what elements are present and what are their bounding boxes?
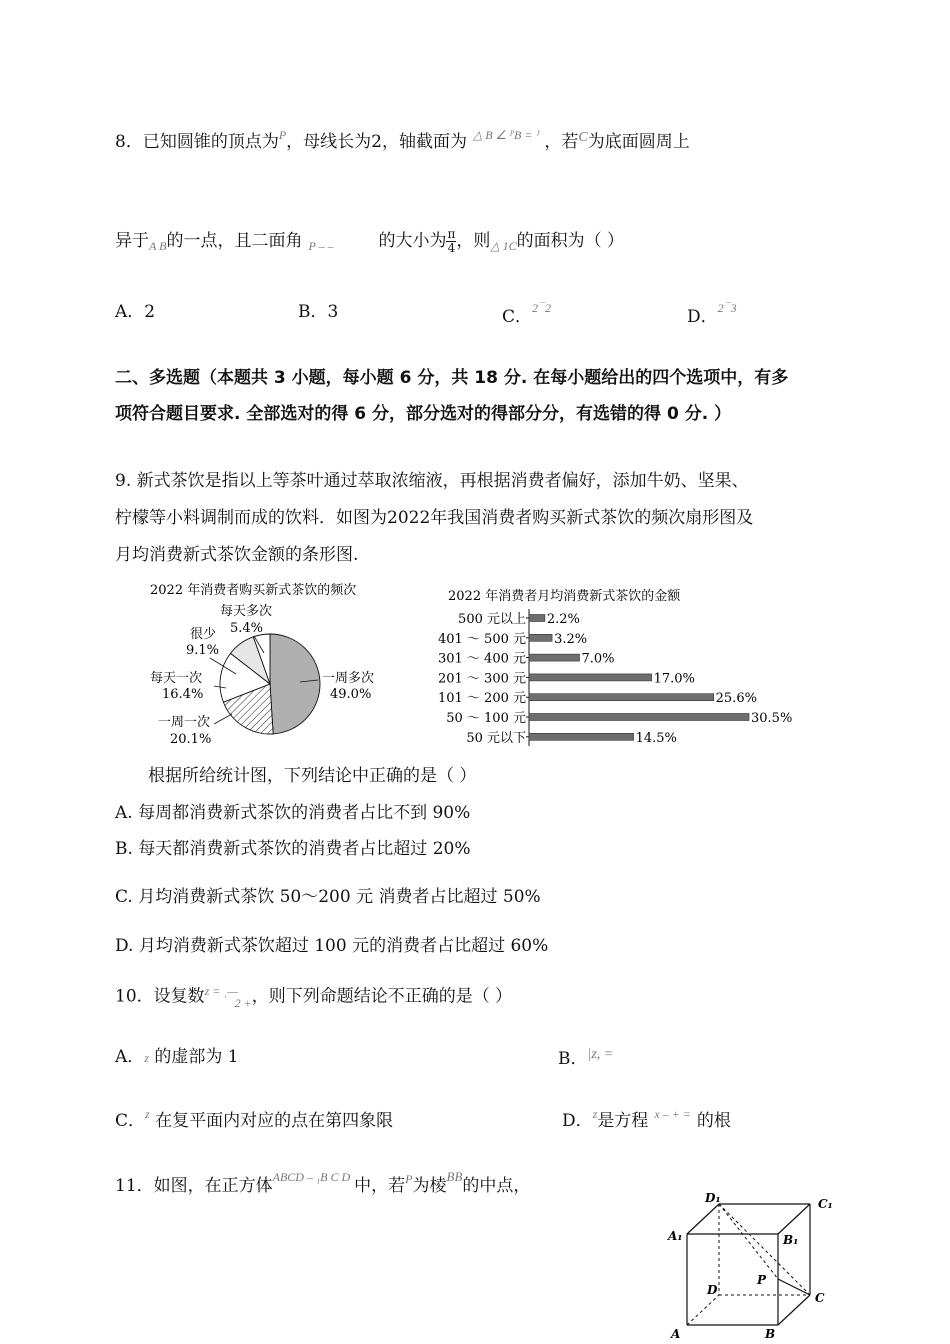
option-label: D． bbox=[687, 307, 718, 327]
q8-text: 的大小为 bbox=[378, 231, 447, 252]
pie-value-很少: 9.1% bbox=[186, 643, 220, 658]
q8-option-d[interactable] bbox=[687, 301, 737, 328]
q10-text: ，则下列命题结论不正确的是（ ） bbox=[251, 986, 513, 1007]
cube-hidden-edges bbox=[687, 1204, 810, 1325]
math-symbol: z bbox=[592, 1107, 598, 1121]
pie-title: 2022 年消费者购买新式茶饮的频次 bbox=[150, 583, 357, 598]
bar-category-label: 50 ～ 100 元 bbox=[446, 711, 526, 726]
option-text: 的虚部为 1 bbox=[154, 1047, 239, 1067]
q10-option-a[interactable] bbox=[115, 1046, 239, 1068]
bar bbox=[529, 694, 714, 701]
bar-category-label: 401 ～ 500 元 bbox=[437, 631, 526, 647]
q10-option-b[interactable] bbox=[558, 1046, 613, 1070]
q11-stem bbox=[115, 1169, 530, 1197]
pie-label-一周一次: 一周一次 bbox=[158, 715, 211, 730]
bar-category-label: 201 ～ 300 元 bbox=[437, 671, 526, 687]
label-C: C bbox=[815, 1291, 825, 1305]
bar-category-label: 500 元以上 bbox=[458, 612, 526, 627]
q8-text: 8．已知圆锥的顶点为 bbox=[115, 132, 279, 152]
math-symbol: BB bbox=[446, 1169, 463, 1184]
q11-text: 为棱 bbox=[412, 1176, 447, 1196]
math-symbol: P bbox=[405, 1172, 413, 1186]
q11-text: 中，若 bbox=[354, 1176, 406, 1196]
q8-text: 的一点，且二面角 bbox=[166, 231, 303, 252]
math-symbol: ABCD – ₁B C D bbox=[272, 1170, 351, 1184]
math-symbol: x – + = bbox=[654, 1107, 691, 1121]
option-label: C． bbox=[502, 307, 533, 327]
q8-text: ，母线长为2，轴截面为 bbox=[286, 132, 467, 152]
math-symbol: △ B ∠ ᴾB = ⁾ bbox=[473, 128, 539, 142]
bar bbox=[529, 733, 634, 740]
q8-text: 异于 bbox=[115, 231, 149, 252]
q11-text: 11．如图，在正方体 bbox=[115, 1176, 273, 1196]
q9-stem-line1: 9. 新式茶饮是指以上等茶叶通过萃取浓缩液，再根据消费者偏好，添加牛奶、坚果、 bbox=[115, 471, 749, 491]
q8-line2 bbox=[115, 228, 624, 255]
pie-chart bbox=[140, 578, 410, 750]
bar-value-label: 3.2% bbox=[554, 631, 588, 647]
q10-option-d[interactable] bbox=[562, 1107, 731, 1132]
q10-stem bbox=[115, 985, 512, 1009]
math-symbol: A B bbox=[149, 239, 167, 254]
option-label: D． bbox=[562, 1111, 593, 1131]
edge-B1C1 bbox=[778, 1204, 810, 1234]
option-label: B．3 bbox=[298, 302, 339, 322]
label-D1: D₁ bbox=[705, 1191, 721, 1205]
bar-value-label: 25.6% bbox=[715, 691, 757, 707]
label-A1: A₁ bbox=[668, 1229, 683, 1243]
option-text: 的根 bbox=[696, 1111, 731, 1131]
bar-value-label: 17.0% bbox=[653, 671, 695, 687]
q9-prompt: 根据所给统计图，下列结论中正确的是（ ） bbox=[148, 766, 477, 786]
q8-text: 为底面圆周上 bbox=[587, 132, 690, 152]
bar-category-label: 101 ～ 200 元 bbox=[437, 691, 526, 707]
bar bbox=[529, 634, 552, 641]
fraction-pi-over-4 bbox=[446, 228, 456, 255]
math-symbol: C bbox=[578, 130, 588, 145]
bar bbox=[529, 615, 545, 622]
option-label: A．2 bbox=[115, 302, 156, 322]
q9-stem-line3: 月均消费新式茶饮金额的条形图. bbox=[115, 545, 359, 565]
math-symbol: 2 + bbox=[234, 996, 252, 1010]
math-symbol: z = ˌ— bbox=[204, 984, 239, 998]
q9-option-c[interactable]: C. 月均消费新式茶饮 50～200 元 消费者占比超过 50% bbox=[115, 887, 541, 907]
label-P: P bbox=[757, 1273, 767, 1287]
q10-text: 10．设复数 bbox=[115, 986, 205, 1007]
bar bbox=[529, 714, 749, 721]
option-text: 在复平面内对应的点在第四象限 bbox=[155, 1111, 394, 1131]
pie-slices bbox=[220, 634, 320, 734]
math-symbol: z bbox=[144, 1051, 149, 1065]
q8-option-b[interactable] bbox=[298, 301, 338, 323]
fraction-denominator: 4 bbox=[447, 241, 456, 256]
bar-chart-title: 2022 年消费者月均消费新式茶饮的金额 bbox=[448, 589, 681, 604]
section-heading-line1: 二、多选题（本题共 3 小题，每小题 6 分，共 18 分. 在每小题给出的四个选项中，有多 bbox=[115, 368, 789, 388]
fraction-numerator: π bbox=[447, 227, 456, 241]
pie-value-一周多次: 49.0% bbox=[330, 687, 372, 702]
q9-stem-line2: 柠檬等小料调制而成的饮料．如图为2022年我国消费者购买新式茶饮的频次扇形图及 bbox=[115, 508, 754, 528]
math-symbol: △ 1C bbox=[490, 239, 517, 254]
q10-option-c[interactable] bbox=[115, 1107, 393, 1132]
option-label: B． bbox=[558, 1049, 588, 1069]
pie-value-一周一次: 20.1% bbox=[170, 732, 212, 747]
segment-PC bbox=[778, 1279, 810, 1295]
bar-category-label: 50 元以下 bbox=[466, 730, 526, 746]
pie-label-很少: 很少 bbox=[190, 627, 217, 642]
edge-BC bbox=[778, 1295, 810, 1325]
cube-figure bbox=[665, 1188, 840, 1342]
pie-value-每天一次: 16.4% bbox=[162, 687, 204, 702]
bar-value-label: 7.0% bbox=[581, 651, 615, 667]
label-B1: B₁ bbox=[783, 1233, 799, 1247]
q8-text: ，则 bbox=[456, 231, 491, 252]
q9-option-a[interactable]: A. 每周都消费新式茶饮的消费者占比不到 90% bbox=[115, 803, 471, 823]
segment-D1P bbox=[719, 1204, 778, 1279]
q8-text: 的面积为（ ） bbox=[516, 231, 624, 252]
bar-value-label: 14.5% bbox=[635, 730, 677, 746]
bar-value-label: 2.2% bbox=[546, 612, 580, 627]
option-label: A． bbox=[115, 1047, 145, 1067]
pie-label-每天一次: 每天一次 bbox=[150, 671, 203, 686]
edge-AD bbox=[687, 1295, 719, 1325]
bar-group bbox=[438, 612, 792, 746]
q8-option-c[interactable] bbox=[502, 301, 551, 328]
cube-edges bbox=[687, 1204, 810, 1325]
bar-value-label: 30.5% bbox=[751, 711, 793, 726]
section-heading-line2: 项符合题目要求. 全部选对的得 6 分，部分选对的得部分分，有选错的得 0 分. ） bbox=[115, 404, 732, 424]
label-D: D bbox=[707, 1283, 718, 1297]
q9-option-d[interactable]: D. 月均消费新式茶饮超过 100 元的消费者占比超过 60% bbox=[115, 936, 549, 956]
pie-label-每天多次: 每天多次 bbox=[220, 604, 273, 619]
math-symbol: z bbox=[145, 1107, 150, 1121]
pie-value-每天多次: 5.4% bbox=[230, 621, 264, 636]
label-C1: C₁ bbox=[818, 1197, 833, 1211]
q10-formula bbox=[205, 985, 252, 1009]
q8-text: ，若 bbox=[544, 132, 579, 152]
q8-option-a[interactable] bbox=[115, 301, 155, 323]
math-symbol: P – – bbox=[308, 239, 334, 254]
option-text: 是方程 bbox=[597, 1111, 649, 1131]
label-B: B bbox=[765, 1327, 776, 1341]
pie-label-一周多次: 一周多次 bbox=[322, 671, 375, 686]
q8-line1 bbox=[115, 128, 690, 153]
bar-chart bbox=[415, 578, 815, 750]
edge-A1D1 bbox=[687, 1204, 719, 1234]
q11-text: 的中点， bbox=[462, 1176, 531, 1196]
math-symbol: P bbox=[278, 128, 287, 142]
bar bbox=[529, 674, 652, 681]
bar-category-label: 301 ～ 400 元 bbox=[437, 651, 526, 667]
bar bbox=[529, 654, 579, 661]
math-symbol: 2 ‾3 bbox=[717, 301, 737, 315]
pie-slice-一周多次 bbox=[270, 634, 320, 734]
option-label: C． bbox=[115, 1111, 146, 1131]
label-A: A bbox=[671, 1327, 681, 1341]
leader-line bbox=[214, 714, 232, 724]
q9-option-b[interactable]: B. 每天都消费新式茶饮的消费者占比超过 20% bbox=[115, 839, 471, 859]
math-symbol: |z, = bbox=[587, 1047, 614, 1062]
math-symbol: 2 ‾2 bbox=[532, 301, 552, 315]
